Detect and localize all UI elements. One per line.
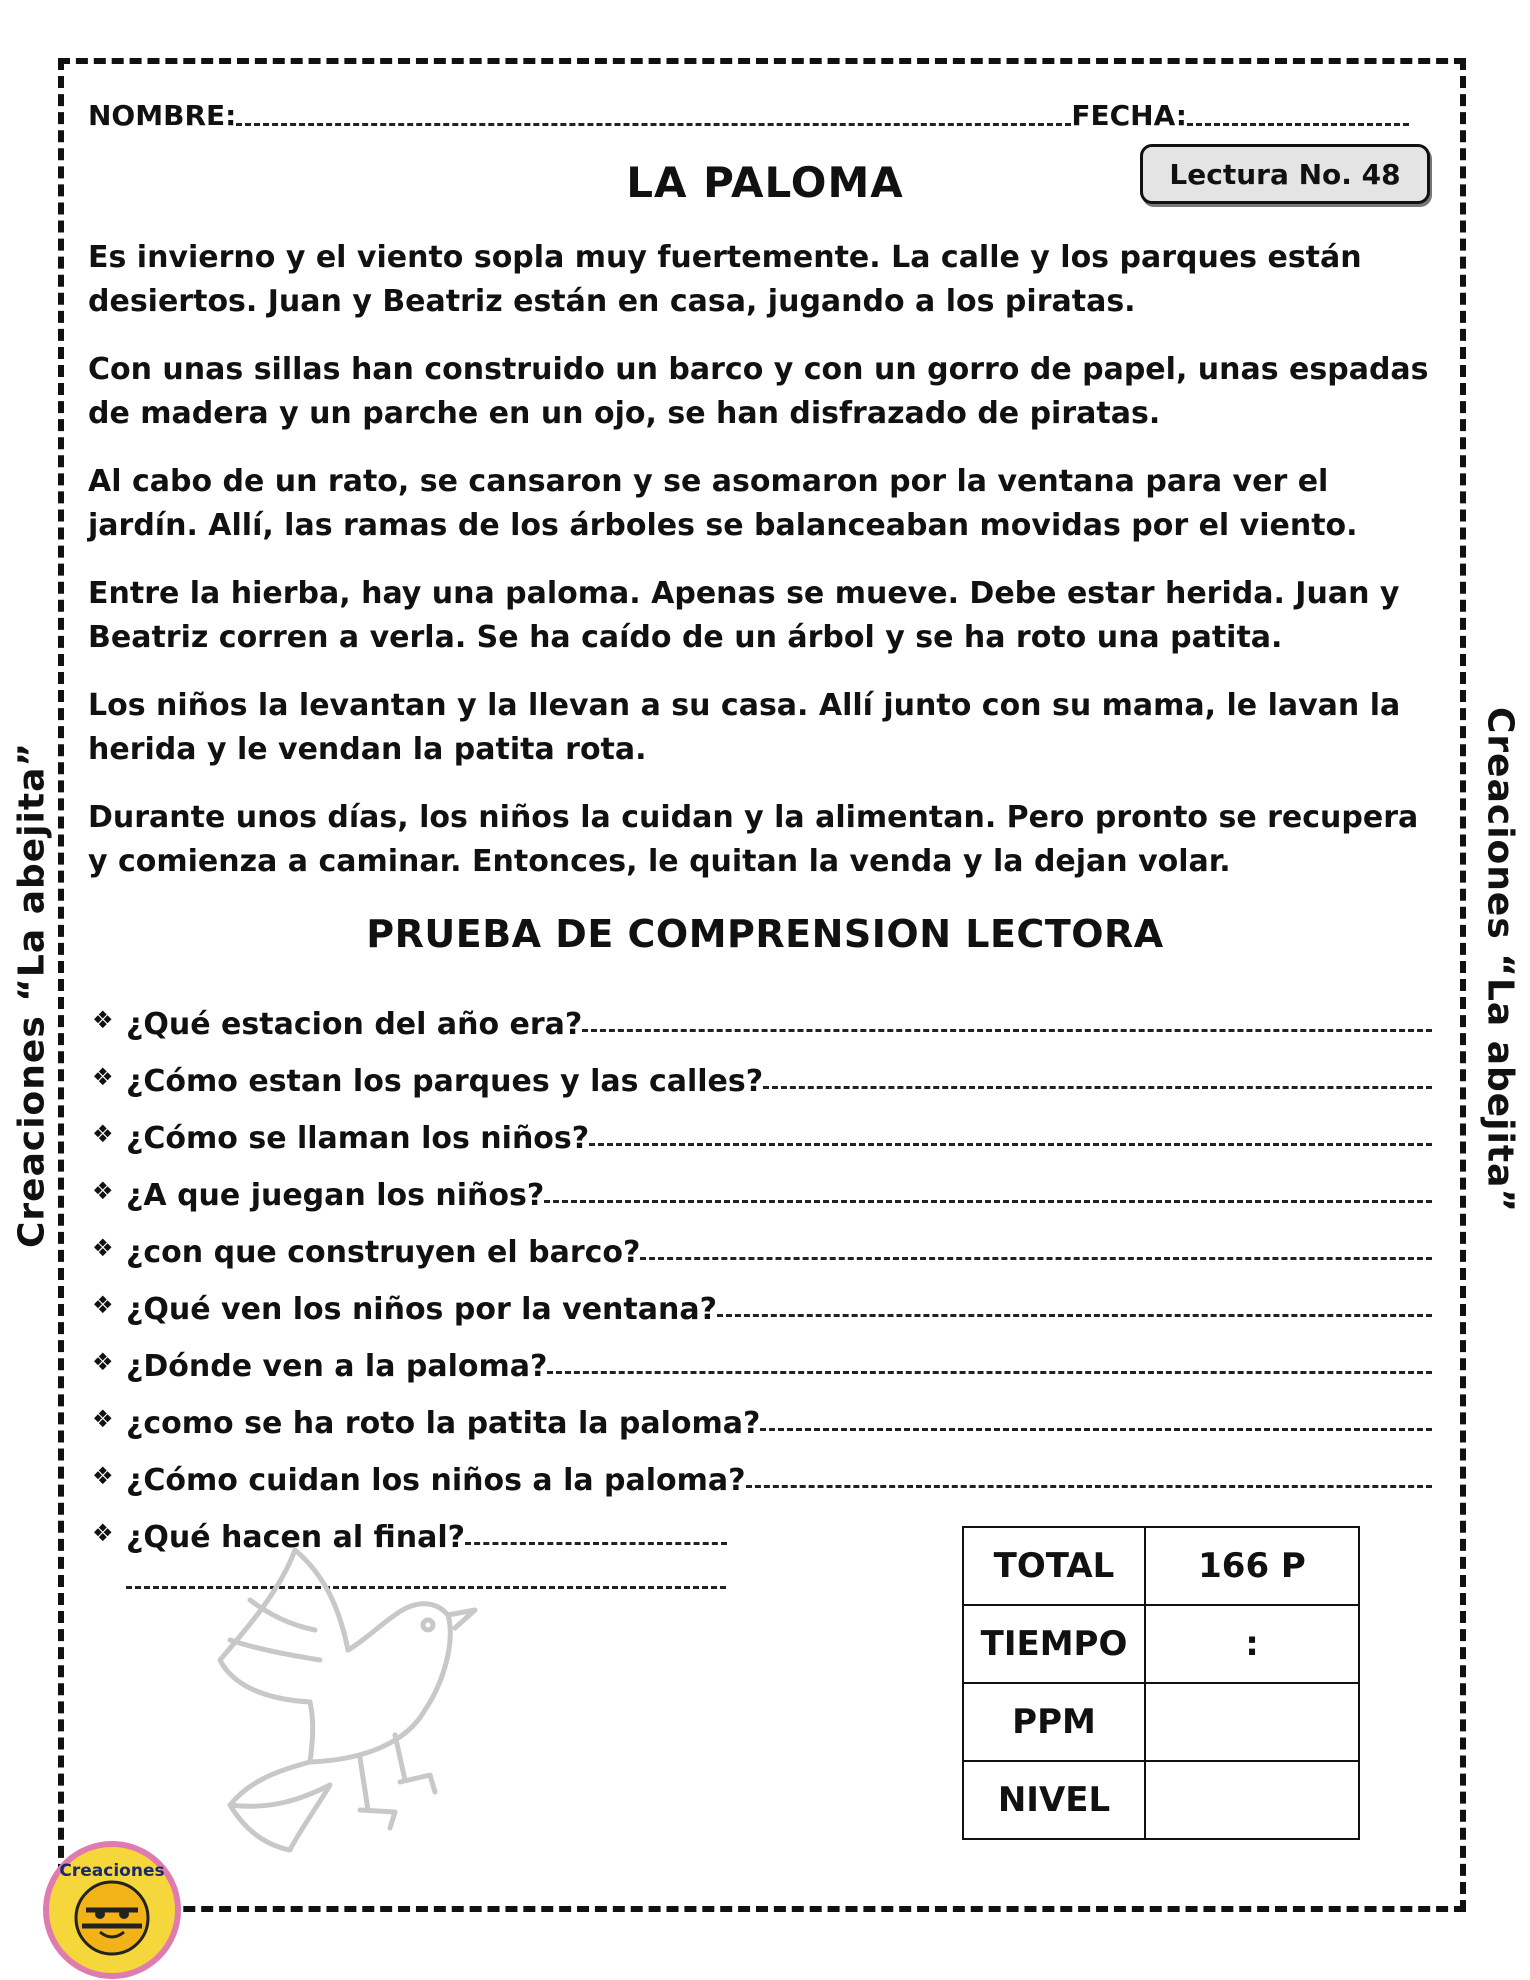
side-watermark-left: Creaciones “La abejita” bbox=[11, 741, 53, 1249]
diamond-bullet-icon: ❖ bbox=[92, 1006, 114, 1034]
answer-line[interactable] bbox=[763, 1076, 1432, 1089]
score-row bbox=[963, 1605, 1359, 1683]
question-text: ¿Qué ven los niños por la ventana? bbox=[126, 1292, 718, 1327]
story-paragraph: Con unas sillas han construido un barco y con un gorro de papel, unas espadas de madera y un parche en un ojo, se han disfrazado de piratas. bbox=[88, 352, 1429, 431]
question-text: ¿Cómo estan los parques y las calles? bbox=[126, 1064, 764, 1099]
answer-line[interactable] bbox=[547, 1361, 1432, 1374]
score-label: TIEMPO bbox=[963, 1605, 1145, 1683]
story-paragraph: Los niños la levantan y la llevan a su casa. Allí junto con su mama, le lavan la herida y le vendan la patita rota. bbox=[88, 688, 1401, 767]
bee-logo bbox=[42, 1840, 182, 1980]
page-title: LA PALOMA bbox=[626, 158, 904, 207]
answer-line[interactable] bbox=[746, 1475, 1432, 1488]
question-text: ¿Cómo se llaman los niños? bbox=[126, 1121, 590, 1156]
question-text: ¿Qué hacen al final? bbox=[126, 1520, 466, 1555]
diamond-bullet-icon: ❖ bbox=[92, 1462, 114, 1490]
score-row bbox=[963, 1761, 1359, 1839]
svg-text:Creaciones: Creaciones bbox=[59, 1861, 165, 1881]
header-fields bbox=[88, 88, 1428, 132]
reading-number-badge: Lectura No. 48 bbox=[1140, 144, 1430, 204]
question-item bbox=[92, 1156, 1432, 1213]
question-text: ¿Dónde ven a la paloma? bbox=[126, 1349, 548, 1384]
date-label: FECHA: bbox=[1071, 99, 1187, 132]
question-item bbox=[92, 1270, 1432, 1327]
answer-line[interactable] bbox=[717, 1304, 1432, 1317]
question-text: ¿como se ha roto la patita la paloma? bbox=[126, 1406, 761, 1441]
question-item bbox=[92, 1441, 1432, 1498]
score-value[interactable]: 166 P bbox=[1145, 1527, 1359, 1605]
diamond-bullet-icon: ❖ bbox=[92, 1348, 114, 1376]
diamond-bullet-icon: ❖ bbox=[92, 1405, 114, 1433]
name-field-line[interactable] bbox=[236, 103, 1071, 126]
diamond-bullet-icon: ❖ bbox=[92, 1234, 114, 1262]
question-text: ¿Qué estacion del año era? bbox=[126, 1007, 583, 1042]
question-item bbox=[92, 1099, 1432, 1156]
score-row bbox=[963, 1527, 1359, 1605]
diamond-bullet-icon: ❖ bbox=[92, 1063, 114, 1091]
name-label: NOMBRE: bbox=[88, 99, 237, 132]
story-text bbox=[88, 236, 1438, 908]
story-paragraph: Durante unos días, los niños la cuidan y la alimentan. Pero pronto se recupera y comienza a caminar. Entonces, le quitan la venda y la dejan volar. bbox=[88, 800, 1419, 879]
question-item bbox=[92, 1384, 1432, 1441]
story-paragraph: Es invierno y el viento sopla muy fuertemente. La calle y los parques están desiertos. Juan y Beatriz están en casa, jugando a los piratas. bbox=[88, 240, 1362, 319]
answer-line[interactable] bbox=[760, 1418, 1432, 1431]
dove-illustration bbox=[190, 1530, 590, 1900]
answer-line[interactable] bbox=[544, 1190, 1432, 1203]
score-label: TOTAL bbox=[963, 1527, 1145, 1605]
test-title: PRUEBA DE COMPRENSION LECTORA bbox=[366, 912, 1164, 956]
score-table bbox=[962, 1526, 1360, 1840]
score-row bbox=[963, 1683, 1359, 1761]
answer-line[interactable] bbox=[582, 1019, 1432, 1032]
question-text: ¿Cómo cuidan los niños a la paloma? bbox=[126, 1463, 746, 1498]
question-text: ¿con que construyen el barco? bbox=[126, 1235, 641, 1270]
answer-line[interactable] bbox=[640, 1247, 1432, 1260]
score-label: NIVEL bbox=[963, 1761, 1145, 1839]
question-text: ¿A que juegan los niños? bbox=[126, 1178, 545, 1213]
side-watermark-right: Creaciones “La abejita” bbox=[1479, 706, 1521, 1214]
diamond-bullet-icon: ❖ bbox=[92, 1519, 114, 1547]
question-item bbox=[92, 1042, 1432, 1099]
score-label: PPM bbox=[963, 1683, 1145, 1761]
diamond-bullet-icon: ❖ bbox=[92, 1120, 114, 1148]
diamond-bullet-icon: ❖ bbox=[92, 1291, 114, 1319]
question-item bbox=[92, 1327, 1432, 1384]
question-item bbox=[92, 985, 1432, 1042]
score-value[interactable] bbox=[1145, 1761, 1359, 1839]
story-paragraph: Entre la hierba, hay una paloma. Apenas se mueve. Debe estar herida. Juan y Beatriz corren a verla. Se ha caído de un árbol y se ha roto una patita. bbox=[88, 576, 1400, 655]
score-value[interactable]: : bbox=[1145, 1605, 1359, 1683]
question-list bbox=[92, 985, 1432, 1555]
score-value[interactable] bbox=[1145, 1683, 1359, 1761]
answer-line[interactable] bbox=[589, 1133, 1432, 1146]
story-paragraph: Al cabo de un rato, se cansaron y se asomaron por la ventana para ver el jardín. Allí, las ramas de los árboles se balanceaban movidas por el viento. bbox=[88, 464, 1358, 543]
date-field-line[interactable] bbox=[1187, 103, 1409, 126]
diamond-bullet-icon: ❖ bbox=[92, 1177, 114, 1205]
question-item bbox=[92, 1213, 1432, 1270]
